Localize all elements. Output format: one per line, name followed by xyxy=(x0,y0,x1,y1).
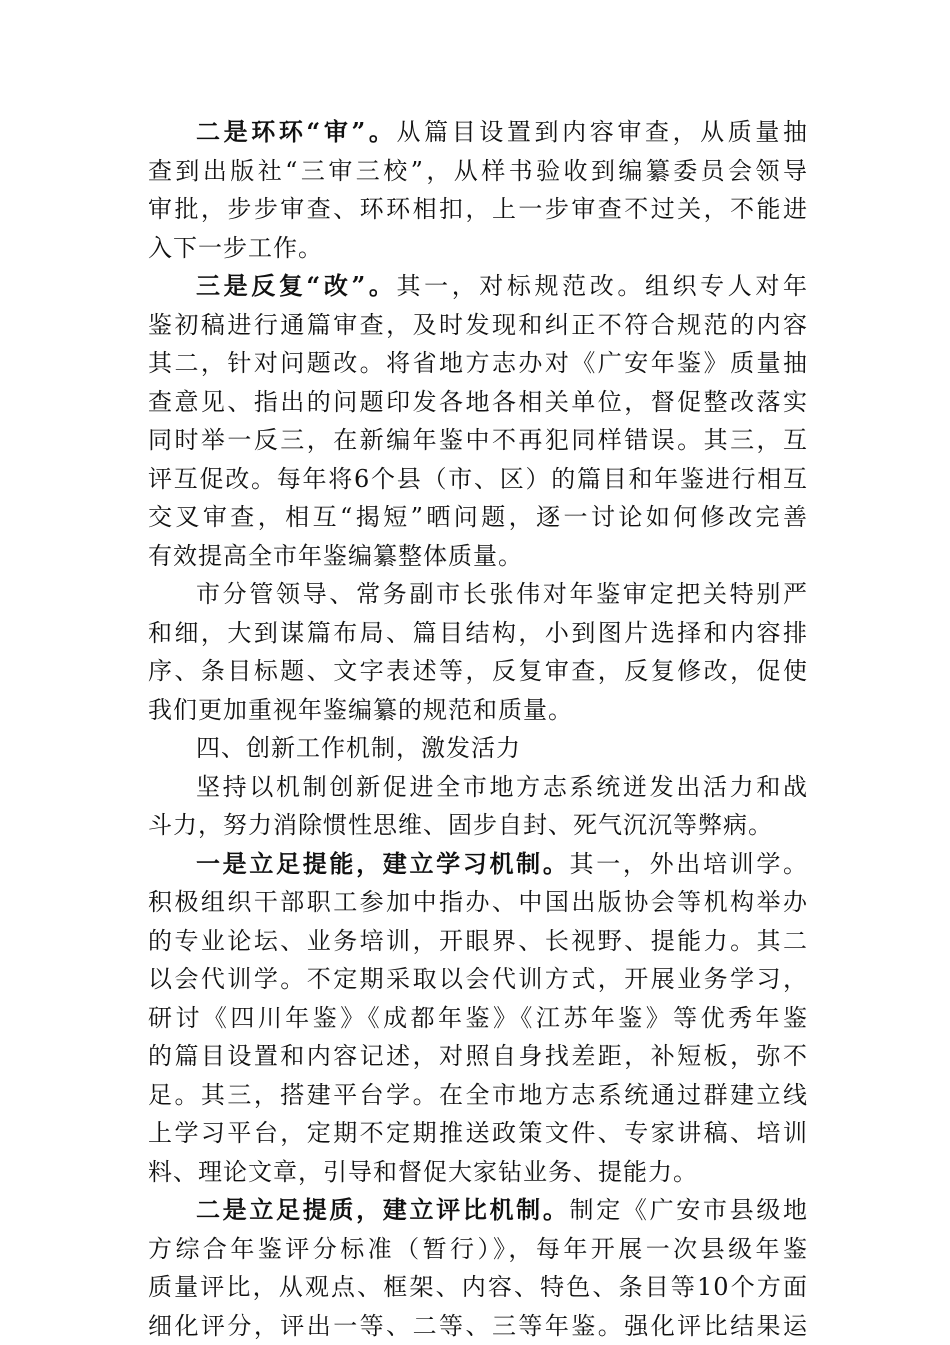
text-line: 一是立足提能，建立学习机制。其一，外出培训学。 xyxy=(148,845,808,884)
text-line: 市分管领导、常务副市长张伟对年鉴审定把关特别严 xyxy=(148,575,808,614)
text-line: 坚持以机制创新促进全市地方志系统迸发出活力和战 xyxy=(148,768,808,807)
text-line: 质量评比，从观点、框架、内容、特色、条目等10个方面 xyxy=(148,1268,808,1307)
text-line: 入下一步工作。 xyxy=(148,229,808,268)
text-line: 查意见、指出的问题印发各地各相关单位，督促整改落实 xyxy=(148,383,808,422)
text-line: 的专业论坛、业务培训，开眼界、长视野、提能力。其二 xyxy=(148,922,808,961)
text-line: 同时举一反三，在新编年鉴中不再犯同样错误。其三，互 xyxy=(148,421,808,460)
paragraph-leadership xyxy=(148,575,808,729)
text-line: 我们更加重视年鉴编纂的规范和质量。 xyxy=(148,691,808,730)
text-line: 料、理论文章，引导和督促大家钻业务、提能力。 xyxy=(148,1153,808,1192)
heading-text: 四、创新工作机制，激发活力 xyxy=(148,729,808,768)
text-line: 二是环环“审”。从篇目设置到内容审查，从质量抽 xyxy=(148,113,808,152)
text-line: 细化评分，评出一等、二等、三等年鉴。强化评比结果运 xyxy=(148,1307,808,1345)
document-page xyxy=(148,113,808,1345)
text-line: 以会代训学。不定期采取以会代训方式，开展业务学习， xyxy=(148,960,808,999)
text-line: 二是立足提质，建立评比机制。制定《广安市县级地 xyxy=(148,1191,808,1230)
text-line: 和细，大到谋篇布局、篇目结构，小到图片选择和内容排 xyxy=(148,614,808,653)
section-heading xyxy=(148,729,808,768)
text-line: 的篇目设置和内容记述，对照自身找差距，补短板，弥不 xyxy=(148,1037,808,1076)
text-line: 审批，步步审查、环环相扣，上一步审查不过关，不能进 xyxy=(148,190,808,229)
paragraph-lead: 三是反复“改”。 xyxy=(196,271,396,300)
paragraph-review xyxy=(148,113,808,267)
text-line: 交叉审查，相互“揭短”晒问题，逐一讨论如何修改完善 xyxy=(148,498,808,537)
text-line: 有效提高全市年鉴编纂整体质量。 xyxy=(148,537,808,576)
text-line: 斗力，努力消除惯性思维、固步自封、死气沉沉等弊病。 xyxy=(148,806,808,845)
text-line: 足。其三，搭建平台学。在全市地方志系统通过群建立线 xyxy=(148,1076,808,1115)
paragraph-lead: 二是立足提质，建立评比机制。 xyxy=(196,1195,570,1224)
text-line: 查到出版社“三审三校”，从样书验收到编纂委员会领导 xyxy=(148,152,808,191)
paragraph-evaluation xyxy=(148,1191,808,1345)
text-line: 三是反复“改”。其一，对标规范改。组织专人对年 xyxy=(148,267,808,306)
paragraph-innovation xyxy=(148,768,808,845)
text-line: 积极组织干部职工参加中指办、中国出版协会等机构举办 xyxy=(148,883,808,922)
paragraph-learning xyxy=(148,845,808,1192)
text-line: 方综合年鉴评分标准（暂行）》，每年开展一次县级年鉴 xyxy=(148,1230,808,1269)
text-line: 序、条目标题、文字表述等，反复审查，反复修改，促使 xyxy=(148,652,808,691)
text-line: 鉴初稿进行通篇审查，及时发现和纠正不符合规范的内容 xyxy=(148,306,808,345)
paragraph-lead: 二是环环“审”。 xyxy=(196,117,396,146)
text-line: 研讨《四川年鉴》《成都年鉴》《江苏年鉴》等优秀年鉴 xyxy=(148,999,808,1038)
text-line: 上学习平台，定期不定期推送政策文件、专家讲稿、培训 xyxy=(148,1114,808,1153)
text-line: 评互促改。每年将6个县（市、区）的篇目和年鉴进行相互 xyxy=(148,460,808,499)
paragraph-lead: 一是立足提能，建立学习机制。 xyxy=(196,849,570,878)
text-line: 其二，针对问题改。将省地方志办对《广安年鉴》质量抽 xyxy=(148,344,808,383)
paragraph-revise xyxy=(148,267,808,575)
